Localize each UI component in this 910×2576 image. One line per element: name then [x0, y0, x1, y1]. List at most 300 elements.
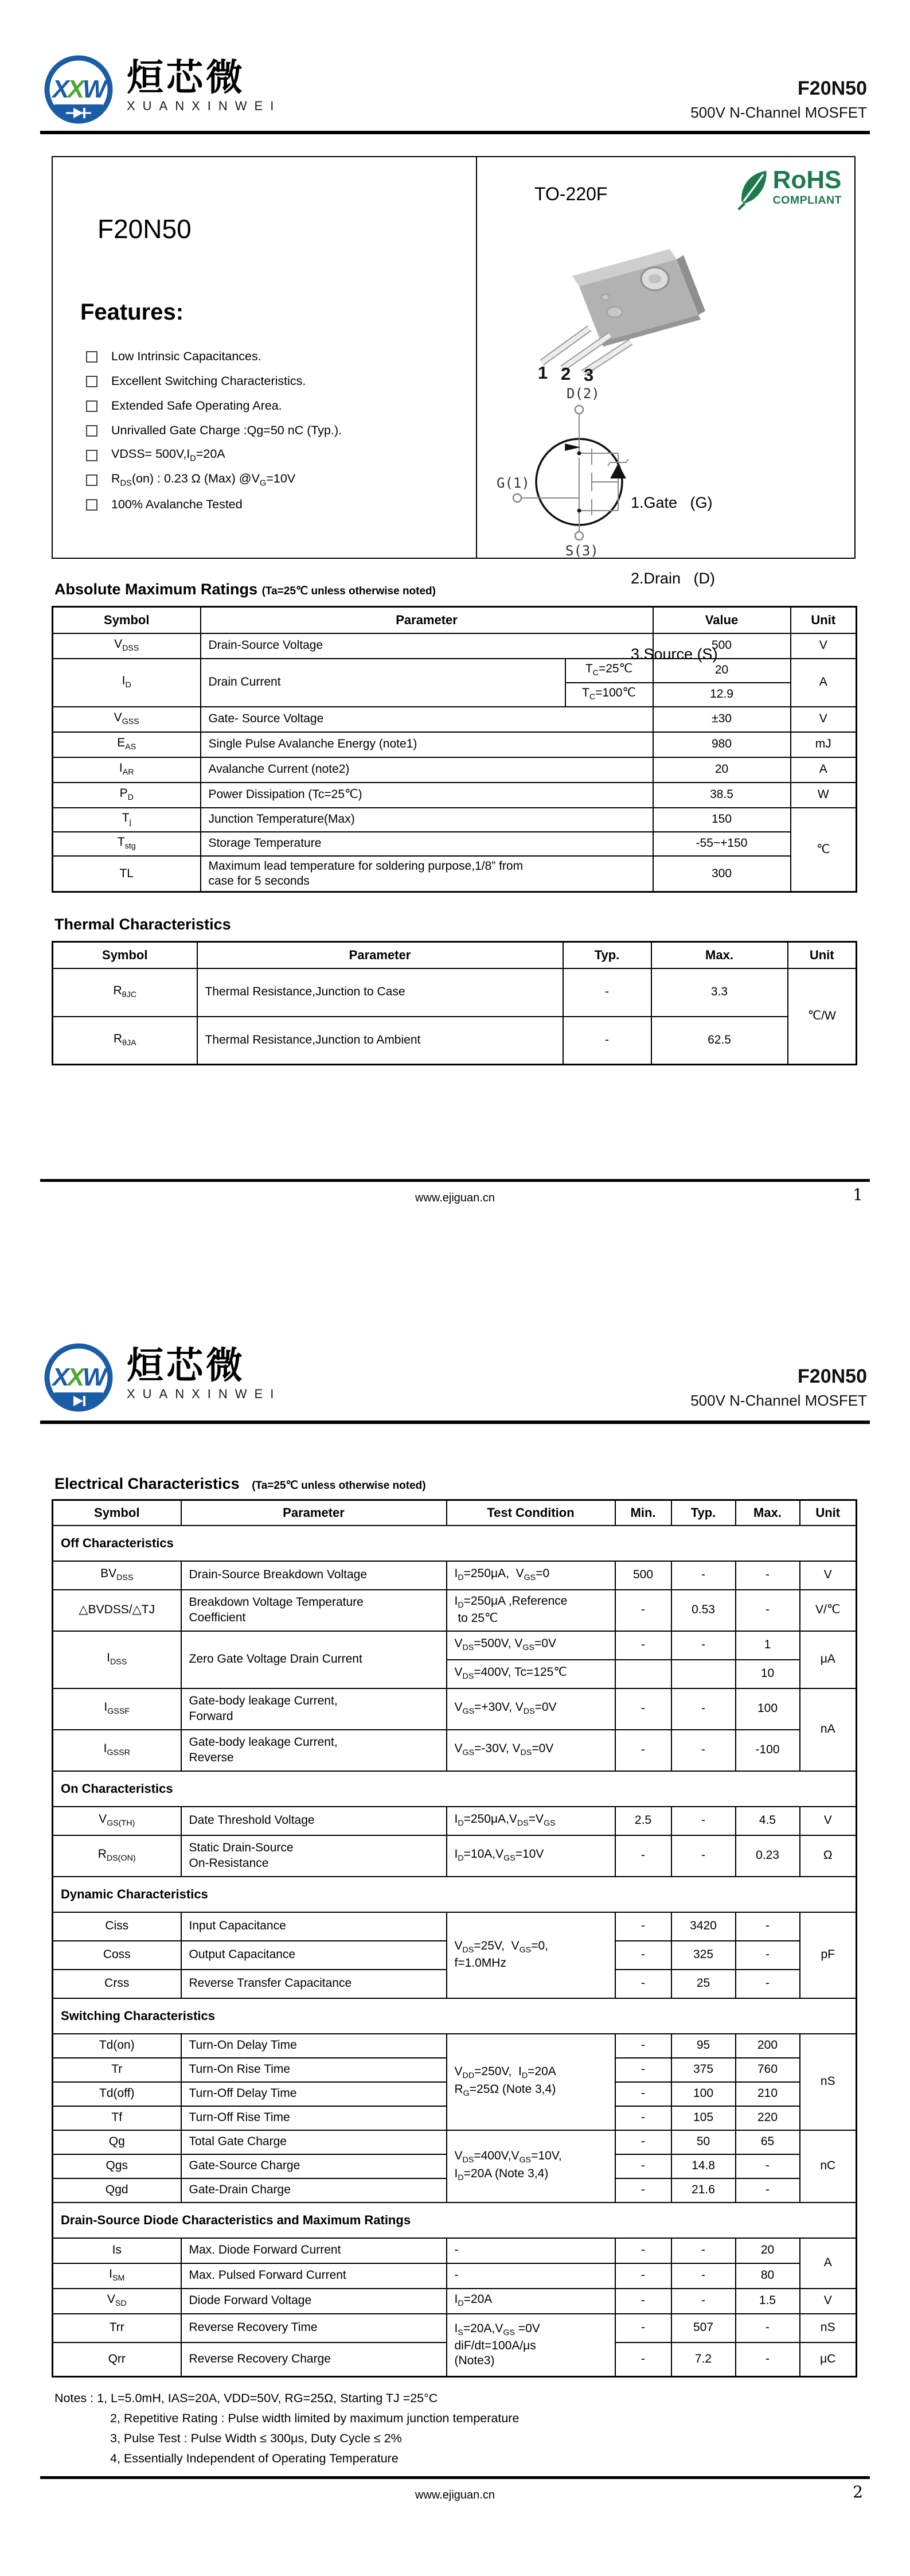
- ec-row-vgsth: [53, 1807, 857, 1835]
- checkbox-icon: [86, 376, 97, 387]
- min-cell: -: [615, 2154, 671, 2178]
- min-cell: -: [615, 2289, 671, 2314]
- brand-logo: [42, 1341, 281, 1418]
- amr-row-tl: [53, 856, 857, 892]
- ec-row-bvdss: [53, 1561, 857, 1590]
- feature-text: VDSS= $500V,I_D=20A$: [111, 447, 225, 464]
- thermal-title: Thermal Characteristics: [54, 916, 231, 933]
- max-cell: 80: [736, 2263, 800, 2289]
- unit-cell: V/℃: [800, 1590, 857, 1631]
- feature-item: [86, 468, 464, 492]
- ec-section-dynamic: Dynamic Characteristics: [53, 1877, 857, 1912]
- pin-label-g: G(1): [497, 475, 530, 491]
- pin-number-1: 1: [538, 363, 548, 381]
- typ-cell: -: [671, 1807, 736, 1835]
- col-min: Min.: [615, 1500, 671, 1526]
- typ-cell: 325: [671, 1941, 736, 1970]
- sym-cell: Td(off): [53, 2082, 181, 2106]
- cond-cell: $I_D=250\mu A$ ,Reference to 25℃: [447, 1590, 615, 1631]
- sym-cell: Crss: [53, 1970, 181, 1998]
- sym-cell: Tr: [53, 2058, 181, 2082]
- feature-text: Unrivalled Gate Charge :Qg=50 nC (Typ.).: [111, 423, 342, 437]
- checkbox-icon: [86, 351, 97, 363]
- part-title: F20N50: [97, 214, 192, 244]
- ec-row-qg: [53, 2130, 857, 2154]
- max-cell: -: [736, 1912, 800, 1941]
- max-cell: 210: [736, 2082, 800, 2106]
- min-cell: 2.5: [615, 1807, 671, 1835]
- max-cell: 3.3: [651, 968, 788, 1017]
- cond-cell: $I_D=20A$: [447, 2289, 615, 2314]
- unit-cell: nS: [800, 2034, 857, 2130]
- footer-site: www.ejiguan.cn: [415, 2489, 495, 2501]
- min-cell: [615, 1660, 671, 1688]
- package-image: [487, 243, 740, 381]
- min-cell: -: [615, 1970, 671, 1998]
- col-typ: Typ.: [671, 1500, 736, 1526]
- param-cell: Gate-body leakage Current, Forward: [181, 1688, 447, 1730]
- cond-cell: $I_D=250\mu A$, $V_{GS}=0$: [447, 1561, 615, 1590]
- feature-item: [86, 369, 464, 394]
- col-symbol: Symbol: [53, 942, 197, 968]
- sym-cell: Qgd: [53, 2178, 181, 2203]
- min-cell: -: [615, 2238, 671, 2263]
- typ-cell: 7.2: [671, 2342, 736, 2377]
- param-cell: Gate- Source Voltage: [201, 707, 653, 732]
- cond-cell: $V_{DD}=250V$, $I_D=20A$ $R_G=25\Omega$ (Note 3,4): [447, 2034, 615, 2130]
- checkbox-icon: [86, 499, 97, 511]
- cond-cell: $V_{DS}=25V$, $V_{GS}=0$, f=1.0MHz: [447, 1912, 615, 1998]
- param-cell: Turn-On Rise Time: [181, 2058, 447, 2082]
- param-cell: Max. Pulsed Forward Current: [181, 2263, 447, 2289]
- note-line: [54, 2388, 519, 2408]
- amr-table: [52, 606, 857, 893]
- param-cell: Turn-On Delay Time: [181, 2034, 447, 2058]
- unit-cell: V: [800, 2289, 857, 2314]
- min-cell: -: [615, 2263, 671, 2289]
- feature-text: Extended Safe Operating Area.: [111, 399, 282, 413]
- feature-text: Excellent Switching Characteristics.: [111, 374, 306, 388]
- param-cell: Turn-Off Rise Time: [181, 2106, 447, 2130]
- unit-cell: V: [800, 1561, 857, 1590]
- typ-cell: 375: [671, 2058, 736, 2082]
- checkbox-icon: [86, 400, 97, 412]
- typ-cell: -: [563, 968, 651, 1017]
- ec-row-is: [53, 2238, 857, 2263]
- ec-section-on: On Characteristics: [53, 1771, 857, 1807]
- sym-cell: $I_{DSS}$: [53, 1631, 181, 1688]
- note-text: 1, L=5.0mH, IAS=20A, VDD=50V, RG=25Ω, Starting TJ =25°C: [97, 2391, 438, 2405]
- footer-site: www.ejiguan.cn: [415, 1192, 495, 1204]
- col-value: Value: [653, 607, 791, 633]
- ec-section-diode: Drain-Source Diode Characteristics and Maximum Ratings: [53, 2203, 857, 2238]
- typ-cell: 14.8: [671, 2154, 736, 2178]
- value-cell: 150: [653, 808, 791, 832]
- ec-title-note: (Ta=25℃ unless otherwise noted): [252, 1480, 426, 1492]
- max-cell: 10: [736, 1660, 800, 1688]
- typ-cell: -: [671, 2263, 736, 2289]
- sym-cell: Trr: [53, 2314, 181, 2342]
- max-cell: 220: [736, 2106, 800, 2130]
- param-cell: Drain Current: [201, 659, 565, 707]
- rohs-title: RoHS: [772, 166, 842, 194]
- sym-cell: Qrr: [53, 2342, 181, 2377]
- param-cell: Zero Gate Voltage Drain Current: [181, 1631, 447, 1688]
- sym-cell: $I_{SM}$: [53, 2263, 181, 2289]
- rohs-badge: [737, 168, 842, 212]
- min-cell: -: [615, 1835, 671, 1877]
- value-cell: 980: [653, 732, 791, 757]
- rohs-text: [773, 168, 842, 207]
- value-cell: 12.9: [653, 683, 791, 707]
- unit-cell: V: [791, 707, 857, 732]
- max-cell: -: [736, 1941, 800, 1970]
- sym-cell: $T_j$: [53, 808, 201, 832]
- unit-cell: ℃: [791, 808, 857, 892]
- max-cell: 760: [736, 2058, 800, 2082]
- value-cell: 20: [653, 757, 791, 783]
- col-symbol: Symbol: [53, 1500, 181, 1526]
- max-cell: 200: [736, 2034, 800, 2058]
- svg-text:XXW: XXW: [52, 75, 105, 103]
- max-cell: -: [736, 1590, 800, 1631]
- param-cell: Storage Temperature: [201, 832, 653, 856]
- typ-cell: -: [671, 2238, 736, 2263]
- param-cell: Gate-Drain Charge: [181, 2178, 447, 2203]
- min-cell: -: [615, 2082, 671, 2106]
- feature-item: [86, 492, 464, 517]
- typ-cell: -: [671, 2289, 736, 2314]
- thermal-row-rja: [53, 1017, 857, 1065]
- param-cell: Power Dissipation (Tc=25℃): [201, 783, 653, 808]
- sym-cell: Coss: [53, 1941, 181, 1970]
- feature-item: [86, 443, 464, 468]
- max-cell: -: [736, 1970, 800, 1998]
- pin-legend-gate: 1.Gate (G): [631, 494, 713, 511]
- amr-row-vgss: [53, 707, 857, 732]
- cond-cell: $I_D=250\mu A,V_{DS}=V_{GS}$: [447, 1807, 615, 1835]
- unit-cell: Ω: [800, 1835, 857, 1877]
- sym-cell: $I_{AR}$: [53, 757, 201, 783]
- unit-cell: V: [800, 1807, 857, 1835]
- cond-cell: $V_{DS}=400V,V_{GS}=10V$, $I_D=20A$ (Note 3,4): [447, 2130, 615, 2203]
- ec-row-ism: [53, 2263, 857, 2289]
- amr-row-iar: [53, 757, 857, 783]
- sym-cell: TL: [53, 856, 201, 892]
- sym-cell: $E_{AS}$: [53, 732, 201, 757]
- max-cell: -: [736, 1561, 800, 1590]
- typ-cell: -: [671, 1561, 736, 1590]
- cond-cell: $V_{DS}=500V$, $V_{GS}=0V$: [447, 1631, 615, 1660]
- sym-cell: $I_{GSSR}$: [53, 1730, 181, 1771]
- logo-en-name: XUANXINWEI: [127, 1387, 282, 1402]
- param-cell: Reverse Recovery Time: [181, 2314, 447, 2342]
- unit-cell: W: [791, 783, 857, 808]
- unit-cell: A: [791, 659, 857, 707]
- cond-cell: -: [447, 2238, 615, 2263]
- min-cell: -: [615, 2034, 671, 2058]
- ec-title: [54, 1475, 426, 1493]
- logo-text: [127, 57, 282, 114]
- cond-cell: $I_S=20A,V_{GS} =0V$ diF/dt=100A/μs (Note3): [447, 2314, 615, 2377]
- max-cell: 20: [736, 2238, 800, 2263]
- features-title: Features:: [80, 299, 184, 325]
- param-cell: Avalanche Current (note2): [201, 757, 653, 783]
- unit-cell: V: [791, 633, 857, 659]
- logo-text: [127, 1345, 282, 1402]
- value-cell: 38.5: [653, 783, 791, 808]
- feature-text: 100% Avalanche Tested: [111, 497, 243, 511]
- sym-cell: △BVDSS/△TJ: [53, 1590, 181, 1631]
- min-cell: -: [615, 1688, 671, 1730]
- sym-cell: Tf: [53, 2106, 181, 2130]
- header-title-block: [690, 78, 867, 122]
- footer-rule: [40, 2476, 870, 2479]
- amr-title-text: Absolute Maximum Ratings: [54, 581, 258, 598]
- typ-cell: 50: [671, 2130, 736, 2154]
- typ-cell: [671, 1660, 736, 1688]
- min-cell: -: [615, 2178, 671, 2203]
- min-cell: -: [615, 1590, 671, 1631]
- max-cell: 62.5: [651, 1017, 788, 1065]
- param-cell: Turn-Off Delay Time: [181, 2082, 447, 2106]
- ec-row-tdon: [53, 2034, 857, 2058]
- feature-text: Low Intrinsic Capacitances.: [111, 349, 261, 363]
- checkbox-icon: [86, 425, 97, 437]
- sym-cell: $T_{stg}$: [53, 832, 201, 856]
- param-cell: Gate-Source Charge: [181, 2154, 447, 2178]
- cond-cell: $V_{GS}=+30V$, $V_{DS}=0V$: [447, 1688, 615, 1730]
- param-cell: Junction Temperature(Max): [201, 808, 653, 832]
- min-cell: -: [615, 2130, 671, 2154]
- footer-page-number: 1: [853, 1185, 863, 1204]
- param-cell: Output Capacitance: [181, 1941, 447, 1970]
- ec-row-trr: [53, 2314, 857, 2342]
- sym-cell: $R_{\theta JC}$: [53, 968, 197, 1017]
- sym-cell: Qgs: [53, 2154, 181, 2178]
- col-typ: Typ.: [563, 942, 651, 968]
- unit-cell: μA: [800, 1631, 857, 1688]
- min-cell: -: [615, 1730, 671, 1771]
- col-symbol: Symbol: [53, 607, 201, 633]
- typ-cell: -: [671, 1835, 736, 1877]
- col-parameter: Parameter: [181, 1500, 447, 1526]
- sym-cell: $V_{SD}$: [53, 2289, 181, 2314]
- amr-row-tj: [53, 808, 857, 832]
- thermal-header-row: [53, 942, 857, 968]
- param-cell: Single Pulse Avalanche Energy (note1): [201, 732, 653, 757]
- checkbox-icon: [86, 474, 97, 486]
- part-number: F20N50: [798, 77, 867, 99]
- cond-cell: $T_C=100℃$: [565, 683, 653, 707]
- min-cell: -: [615, 2314, 671, 2342]
- param-cell: Maximum lead temperature for soldering purpose,1/8” from case for 5 seconds: [201, 856, 653, 892]
- sym-cell: $P_D$: [53, 783, 201, 808]
- footer-page-number: 2: [853, 2482, 863, 2501]
- min-cell: -: [615, 1631, 671, 1660]
- sym-cell: $I_D$: [53, 659, 201, 707]
- feature-item: [86, 394, 464, 418]
- footer-rule: [40, 1179, 870, 1182]
- header-rule: [40, 1421, 870, 1424]
- value-cell: 500: [653, 633, 791, 659]
- unit-cell: A: [791, 757, 857, 783]
- param-cell: Reverse Transfer Capacitance: [181, 1970, 447, 1998]
- col-max: Max.: [651, 942, 788, 968]
- cond-cell: -: [447, 2263, 615, 2289]
- pin-legend-source: 3.Source (S): [631, 645, 718, 663]
- amr-row-tstg: [53, 832, 857, 856]
- param-cell: Max. Diode Forward Current: [181, 2238, 447, 2263]
- logo-cn-name: 烜芯微: [127, 57, 245, 99]
- param-cell: Drain-Source Voltage: [201, 633, 653, 659]
- unit-cell: mJ: [791, 732, 857, 757]
- ec-row-igssr: [53, 1730, 857, 1771]
- value-cell: -55~+150: [653, 832, 791, 856]
- thermal-table: [52, 941, 857, 1065]
- amr-row-id-25: [53, 659, 857, 683]
- ec-section-off: Off Characteristics: [53, 1526, 857, 1561]
- typ-cell: 100: [671, 2082, 736, 2106]
- unit-cell: pF: [800, 1912, 857, 1998]
- leaf-icon: [737, 168, 768, 212]
- param-cell: Total Gate Charge: [181, 2130, 447, 2154]
- sym-cell: $R_{\theta JA}$: [53, 1017, 197, 1065]
- sym-cell: $V_{DSS}$: [53, 633, 201, 659]
- pin-label-s: S(3): [565, 543, 599, 558]
- max-cell: 0.23: [736, 1835, 800, 1877]
- pin-label-d: D(2): [567, 386, 600, 402]
- feature-item: [86, 418, 464, 443]
- max-cell: -: [736, 2154, 800, 2178]
- typ-cell: 95: [671, 2034, 736, 2058]
- param-cell: Thermal Resistance,Junction to Ambient: [197, 1017, 563, 1065]
- param-cell: Gate-body leakage Current, Reverse: [181, 1730, 447, 1771]
- ec-table: [52, 1499, 857, 2377]
- min-cell: -: [615, 2106, 671, 2130]
- feature-item: [86, 344, 464, 369]
- col-parameter: Parameter: [197, 942, 563, 968]
- pin-legend-drain: 2.Drain (D): [631, 570, 716, 587]
- amr-header-row: [53, 607, 857, 633]
- checkbox-icon: [86, 450, 97, 461]
- part-number: F20N50: [798, 1365, 867, 1387]
- unit-cell: nC: [800, 2130, 857, 2203]
- min-cell: -: [615, 1912, 671, 1941]
- logo-cn-name: 烜芯微: [127, 1345, 245, 1387]
- typ-cell: 105: [671, 2106, 736, 2130]
- min-cell: -: [615, 2342, 671, 2377]
- sym-cell: $V_{GSS}$: [53, 707, 201, 732]
- typ-cell: 0.53: [671, 1590, 736, 1631]
- col-parameter: Parameter: [201, 607, 653, 633]
- value-cell: 300: [653, 856, 791, 892]
- sym-cell: Td(on): [53, 2034, 181, 2058]
- feature-text: $R_{DS}(on)$ : 0.23 Ω (Max) $@V_G=10V$: [111, 472, 296, 488]
- min-cell: 500: [615, 1561, 671, 1590]
- intro-left: [53, 157, 477, 558]
- col-unit: Unit: [788, 942, 857, 968]
- sym-cell: $R_{DS(ON)}$: [53, 1835, 181, 1877]
- package-name: TO-220F: [534, 184, 608, 204]
- amr-row-vdss: [53, 633, 857, 659]
- amr-title: [54, 581, 436, 598]
- max-cell: 65: [736, 2130, 800, 2154]
- col-max: Max.: [736, 1500, 800, 1526]
- ec-row-vsd: [53, 2289, 857, 2314]
- unit-cell: nA: [800, 1688, 857, 1771]
- max-cell: -: [736, 2178, 800, 2203]
- unit-cell: nS: [800, 2314, 857, 2342]
- header-title-block: [690, 1366, 867, 1410]
- param-cell: Static Drain-Source On-Resistance: [181, 1835, 447, 1877]
- typ-cell: 3420: [671, 1912, 736, 1941]
- product-subtitle: 500V N-Channel MOSFET: [690, 104, 867, 121]
- sym-cell: $BV_{DSS}$: [53, 1561, 181, 1590]
- param-cell: Breakdown Voltage Temperature Coefficient: [181, 1590, 447, 1631]
- typ-cell: 507: [671, 2314, 736, 2342]
- param-cell: Input Capacitance: [181, 1912, 447, 1941]
- typ-cell: -: [671, 1688, 736, 1730]
- pin-number-3: 3: [584, 365, 594, 381]
- value-cell: 20: [653, 659, 791, 683]
- logo-mark-icon: [42, 1341, 118, 1418]
- cond-cell: $V_{DS}=400V$, Tc=125℃: [447, 1660, 615, 1688]
- svg-text:XXW: XXW: [52, 1363, 105, 1391]
- max-cell: -: [736, 2314, 800, 2342]
- cond-cell: $T_C=25℃$: [565, 659, 653, 683]
- sym-cell: Qg: [53, 2130, 181, 2154]
- amr-title-note: (Ta=25℃ unless otherwise noted): [261, 585, 436, 597]
- value-cell: ±30: [653, 707, 791, 732]
- param-cell: Drain-Source Breakdown Voltage: [181, 1561, 447, 1590]
- param-cell: Reverse Recovery Charge: [181, 2342, 447, 2377]
- rohs-subtitle: COMPLIANT: [772, 194, 842, 207]
- note-line: 2, Repetitive Rating : Pulse width limited by maximum junction temperature: [110, 2411, 520, 2425]
- header-rule: [40, 131, 870, 134]
- max-cell: 100: [736, 1688, 800, 1730]
- amr-row-eas: [53, 732, 857, 757]
- amr-row-pd: [53, 783, 857, 808]
- typ-cell: -: [671, 1631, 736, 1660]
- sym-cell: $V_{GS(TH)}$: [53, 1807, 181, 1835]
- product-subtitle: 500V N-Channel MOSFET: [690, 1392, 867, 1409]
- max-cell: 1: [736, 1631, 800, 1660]
- col-unit: Unit: [800, 1500, 857, 1526]
- ec-row-rdson: [53, 1835, 857, 1877]
- param-cell: Date Threshold Voltage: [181, 1807, 447, 1835]
- min-cell: -: [615, 1941, 671, 1970]
- ec-row-idss-1: [53, 1631, 857, 1660]
- logo-mark-icon: [42, 53, 118, 130]
- ec-header-row: [53, 1500, 857, 1526]
- datasheet-page-2: [0, 1288, 910, 2576]
- ec-row-ciss: [53, 1912, 857, 1941]
- col-cond: Test Condition: [447, 1500, 615, 1526]
- ec-title-text: Electrical Characteristics: [54, 1475, 240, 1492]
- unit-cell: ℃/W: [788, 968, 857, 1065]
- col-unit: Unit: [791, 607, 857, 633]
- ec-row-bvtc: [53, 1590, 857, 1631]
- typ-cell: 21.6: [671, 2178, 736, 2203]
- max-cell: -100: [736, 1730, 800, 1771]
- logo-en-name: XUANXINWEI: [127, 99, 282, 114]
- typ-cell: -: [563, 1017, 651, 1065]
- brand-logo: [42, 53, 281, 130]
- pin-number-2: 2: [561, 364, 571, 381]
- ec-row-igssf: [53, 1688, 857, 1730]
- notes-label: Notes :: [54, 2391, 94, 2405]
